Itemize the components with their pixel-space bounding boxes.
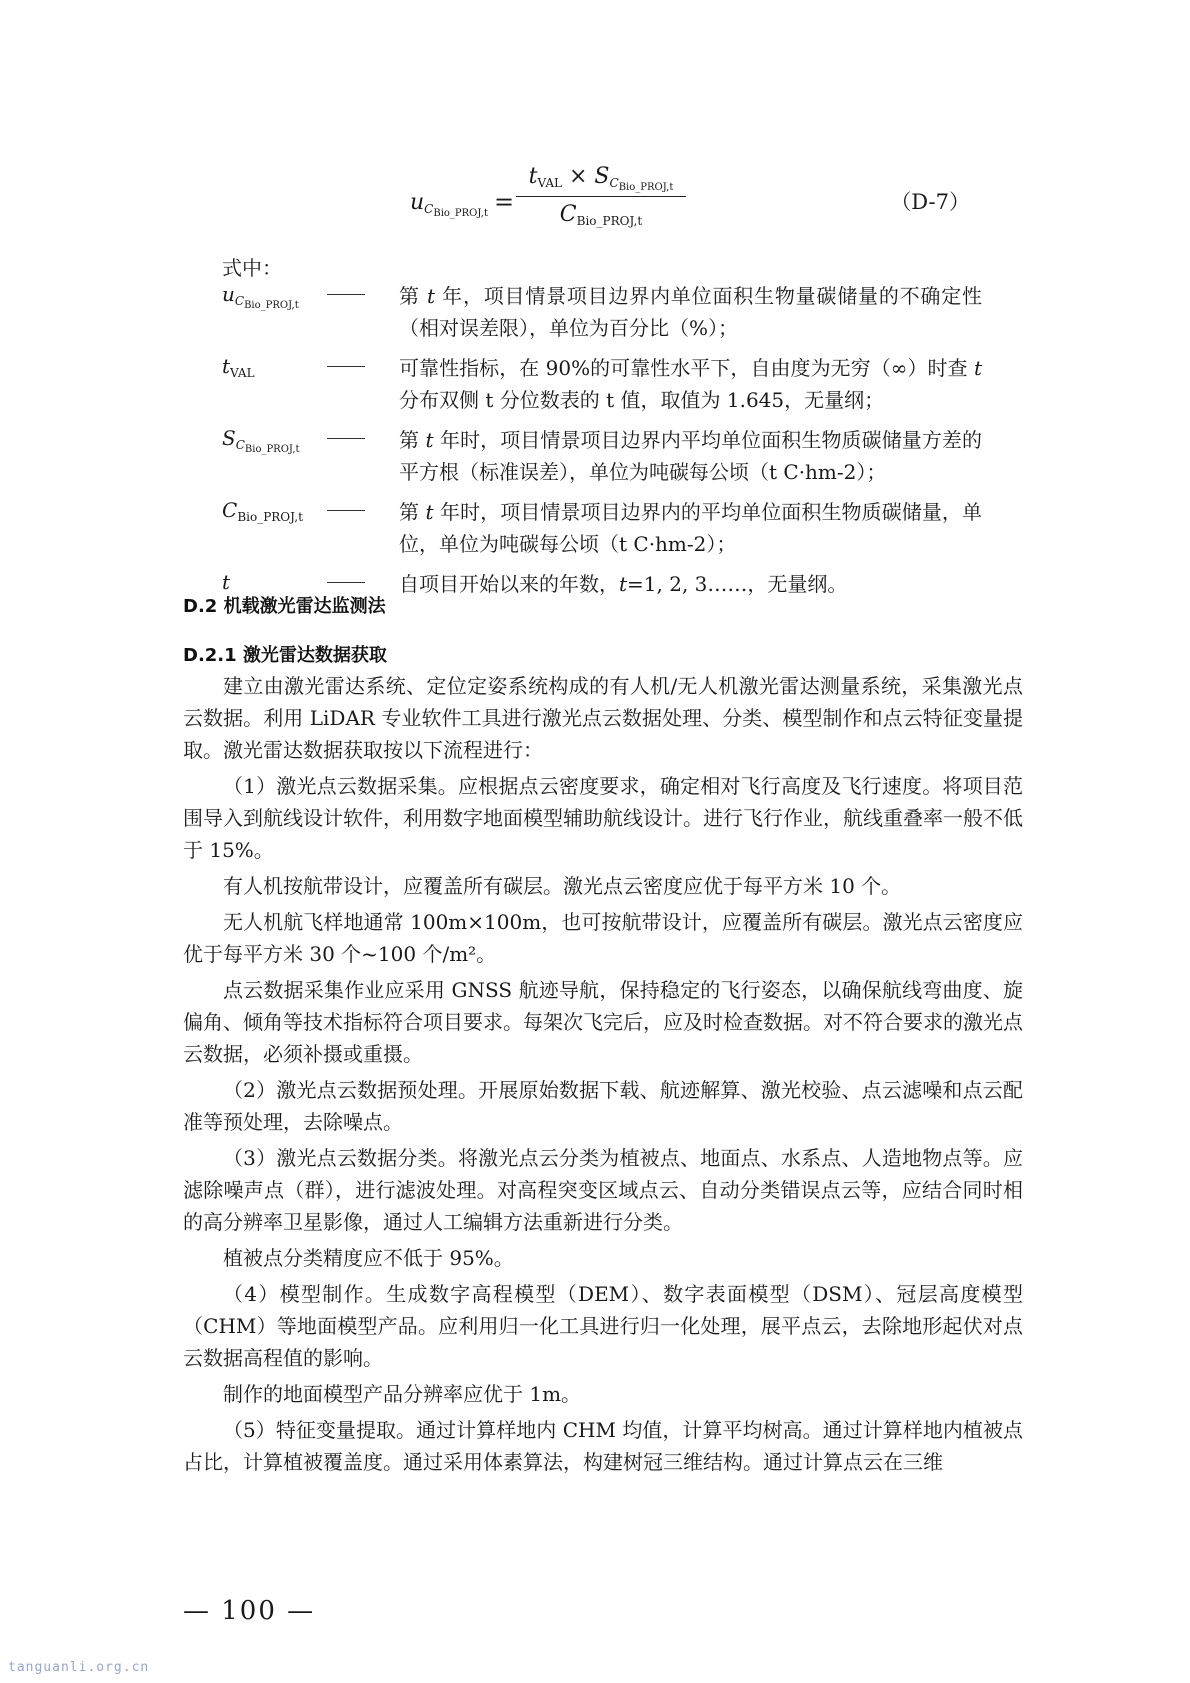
definition-symbol: $u_{C_{Bio\_PROJ,t}}$ [222,282,299,311]
formula-fraction [516,162,686,229]
definition-text: 第 t 年时，项目情景项目边界内平均单位面积生物质碳储量方差的平方根（标准误差），单位为吨碳每公顷（t C·hm-2）； [399,428,982,484]
paragraph: （2）激光点云数据预处理。开展原始数据下载、航迹解算、激光校验、点云滤噪和点云配准等预处理，去除噪点。 [183,1078,1023,1134]
definition-item [222,496,982,560]
definition-text: 可靠性指标，在 90%的可靠性水平下，自由度为无穷（∞）时查 t 分布双侧 t 分位数表的 t 值，取值为 1.645，无量纲； [399,356,982,412]
definition-symbol: $t_{VAL}$ [222,354,255,380]
paragraph: 制作的地面模型产品分辨率应优于 1m。 [223,1382,582,1406]
definition-dash [327,582,365,583]
body-text [183,670,1023,1482]
definition-dash [327,438,365,439]
paragraph: （1）激光点云数据采集。应根据点云密度要求，确定相对飞行高度及飞行速度。将项目范围导入到航线设计软件，利用数字地面模型辅助航线设计。进行飞行作业，航线重叠率一般不低于 15%。 [183,774,1023,862]
formula-numerator: $t_{VAL} \times S_{C_{Bio\_PROJ,t}}$ [528,164,674,193]
formula-d7 [410,162,970,232]
definition-dash [327,510,365,511]
watermark-text: tanguanli.org.cn [8,1660,150,1675]
definition-item [222,280,982,344]
definition-item [222,424,982,488]
formula-number: （D-7） [890,190,970,214]
paragraph: 有人机按航带设计，应覆盖所有碳层。激光点云密度应优于每平方米 10 个。 [223,874,902,898]
paragraph: （3）激光点云数据分类。将激光点云分类为植被点、地面点、水系点、人造地物点等。应滤除噪声点（群），进行滤波处理。对高程突变区域点云、自动分类错误点云等，应结合同时相的高分辨率卫星影像，通过人工编辑方法重新进行分类。 [183,1146,1023,1234]
fraction-bar [516,196,686,197]
paragraph: （5）特征变量提取。通过计算样地内 CHM 均值，计算平均树高。通过计算样地内植被点占比，计算植被覆盖度。通过采用体素算法，构建树冠三维结构。通过计算点云在三维 [183,1418,1023,1474]
formula-lhs: $u_{C_{Bio\_PROJ,t}}$ [410,190,489,219]
definition-symbol: t [222,570,231,594]
definition-text: 第 t 年，项目情景项目边界内单位面积生物量碳储量的不确定性（相对误差限），单位为百分比（%）； [399,284,983,340]
definition-text: 自项目开始以来的年数，t=1, 2, 3……，无量纲。 [399,572,848,596]
paragraph: 点云数据采集作业应采用 GNSS 航迹导航，保持稳定的飞行姿态，以确保航线弯曲度、旋偏角、倾角等技术指标符合项目要求。每架次飞完后，应及时检查数据。对不符合要求的激光点云数据，必须补摄或重摄。 [183,978,1023,1066]
definition-dash [327,294,365,295]
paragraph: 无人机航飞样地通常 100m×100m，也可按航带设计，应覆盖所有碳层。激光点云密度应优于每平方米 30 个~100 个/m²。 [183,910,1023,966]
section-heading-d2: D.2 机载激光雷达监测法 [183,596,386,617]
definition-text: 第 t 年时，项目情景项目边界内的平均单位面积生物质碳储量，单位，单位为吨碳每公顷（t C·hm-2）； [399,500,982,556]
paragraph: 植被点分类精度应不低于 95%。 [223,1246,514,1270]
definition-list [222,280,982,608]
page-number: — 100 — [183,1596,316,1626]
definition-item [222,352,982,416]
definition-symbol: $S_{C_{Bio\_PROJ,t}}$ [222,426,300,455]
paragraph: （4）模型制作。生成数字高程模型（DEM）、数字表面模型（DSM）、冠层高度模型（CHM）等地面模型产品。应利用归一化工具进行归一化处理，展平点云，去除地形起伏对点云数据高程值的影响。 [183,1282,1023,1370]
where-label: 式中： [222,256,282,280]
definition-dash [327,366,365,367]
paragraph: 建立由激光雷达系统、定位定姿系统构成的有人机/无人机激光雷达测量系统，采集激光点云数据。利用 LiDAR 专业软件工具进行激光点云数据处理、分类、模型制作和点云特征变量提取。激光雷达数据获取按以下流程进行： [183,674,1023,762]
formula-denominator: $C_{Bio\_PROJ,t}$ [559,202,643,228]
equals-sign: = [494,188,515,216]
definition-symbol: $C_{Bio\_PROJ,t}$ [222,498,303,524]
section-heading-d21: D.2.1 激光雷达数据获取 [183,645,387,666]
